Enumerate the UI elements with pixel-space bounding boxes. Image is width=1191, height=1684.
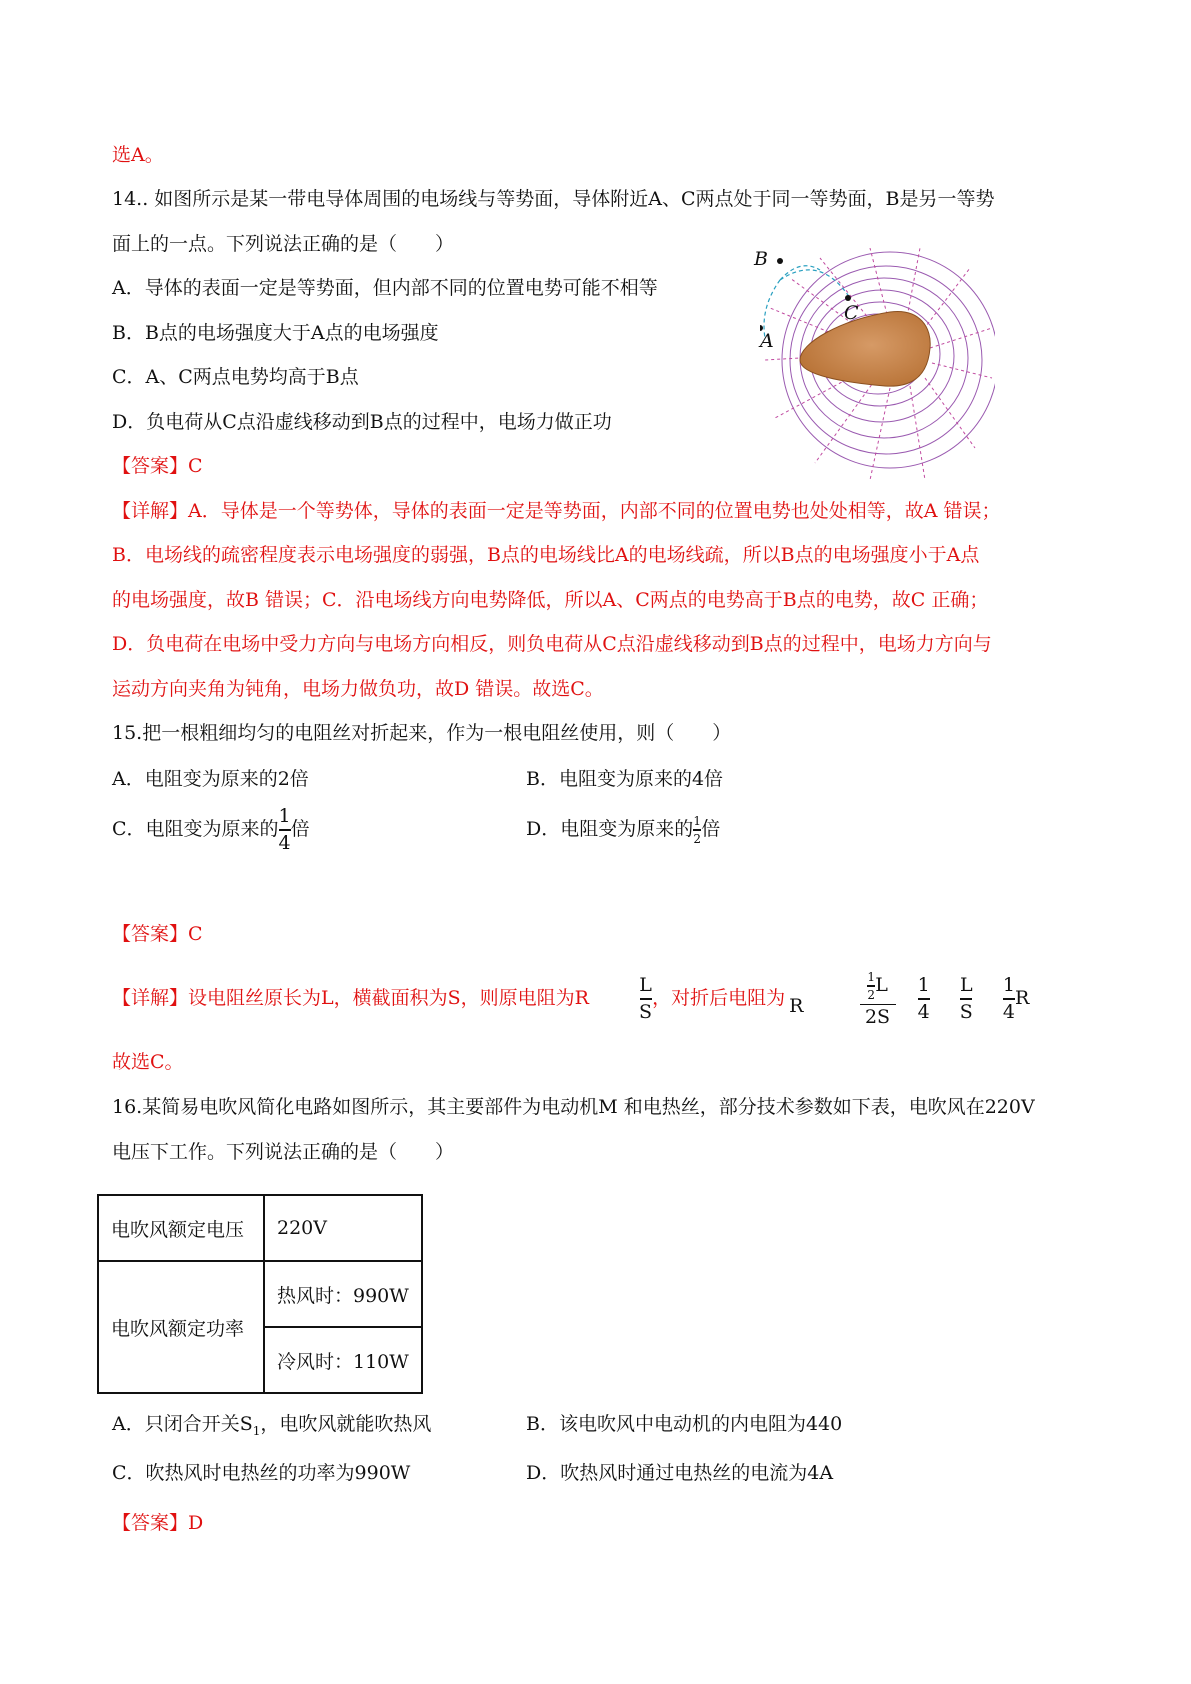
point-c-dot [845, 295, 851, 301]
q15-option-b: B．电阻变为原来的4倍 [526, 768, 724, 790]
q15-answer: 【答案】C [112, 923, 203, 945]
prev-answer-tail: 选A。 [112, 144, 164, 166]
point-b-dot [777, 258, 783, 264]
q16-option-c: C．吹热风时电热丝的功率为990W [112, 1462, 411, 1484]
q15-option-c-text: C．电阻变为原来的 [112, 818, 279, 840]
q14-explain-line2: B．电场线的疏密程度表示电场强度的弱强，B点的电场线比A的电场线疏，所以B点的电场强度小于A点 [112, 544, 980, 566]
q14-explain-line1: 【详解】A．导体是一个等势体，导体的表面一定是等势面，内部不同的位置电势也处处相等，故A 错误； [112, 500, 1001, 522]
q15-option-a: A．电阻变为原来的2倍 [112, 768, 309, 790]
q14-option-b: B．B点的电场强度大于A点的电场强度 [112, 322, 439, 344]
q14-stem-line1: 14.. 如图所示是某一带电导体周围的电场线与等势面，导体附近A、C两点处于同一等势面，B是另一等势 [112, 188, 995, 210]
table-cell-label: 电吹风额定电压 [98, 1195, 264, 1261]
table-cell-value: 冷风时：110W [264, 1327, 422, 1393]
fraction-half-l-over-2s: $\frac{1}{2}$ L 2S [860, 971, 896, 1027]
q14-option-a: A．导体的表面一定是等势面，但内部不同的位置电势可能不相等 [112, 277, 658, 299]
q16-option-a-text: A．只闭合开关S [112, 1413, 253, 1435]
q16-answer: 【答案】D [112, 1512, 204, 1534]
q16-option-a-suffix: ，电吹风就能吹热风 [260, 1413, 432, 1435]
q14-answer: 【答案】C [112, 455, 203, 477]
table-row [98, 1261, 422, 1327]
figure-label-a: A [760, 330, 774, 352]
figure-label-b: B [754, 248, 768, 270]
q16-stem-line1: 16.某简易电吹风简化电路如图所示，其主要部件为电动机M 和电热丝，部分技术参数如下表，电吹风在220V [112, 1096, 1035, 1118]
specs-table [97, 1194, 423, 1394]
q15-explain-text: 【详解】设电阻丝原长为L，横截面积为S，则原电阻为R [112, 987, 589, 1009]
table-row [98, 1195, 422, 1261]
q15-option-d [526, 805, 720, 853]
fraction-l-over-s: $\frac{L}{S}$ [639, 974, 653, 1023]
q16-option-b: B．该电吹风中电动机的内电阻为440 [526, 1413, 843, 1435]
subscript: 1 [252, 1424, 261, 1438]
q14-explain-line5: 运动方向夹角为钝角，电场力做负功，故D 错误。故选C。 [112, 678, 604, 700]
q15-explain-mid: ，对折后电阻为 [652, 987, 786, 1009]
q16-stem-line2: 电压下工作。下列说法正确的是（ ） [112, 1141, 455, 1163]
fraction-one-quarter-3: $\frac{1}{4}$ [1002, 974, 1015, 1023]
q14-explain-line3: 的电场强度，故B 错误；C．沿电场线方向电势降低，所以A、C两点的电势高于B点的电势，故C 正确； [112, 589, 989, 611]
table-cell-value: 热风时：990W [264, 1261, 422, 1327]
q15-option-c-suffix: 倍 [290, 818, 310, 840]
fraction-l-over-s-2: $\frac{L}{S}$ [959, 974, 973, 1023]
fraction-one-quarter-2: $\frac{1}{4}$ [917, 974, 930, 1023]
q16-option-d: D．吹热风时通过电热丝的电流为4A [526, 1462, 834, 1484]
resistance-symbol: R [789, 995, 804, 1017]
q16-option-a [112, 1411, 431, 1444]
q14-option-c: C．A、C两点电势均高于B点 [112, 366, 359, 388]
q15-stem: 15.把一根粗细均匀的电阻丝对折起来，作为一根电阻丝使用，则（ ） [112, 722, 732, 744]
q15-option-c [112, 805, 310, 853]
fraction-one-quarter: $\frac{1}{4}$ [278, 805, 291, 854]
figure-label-c: C [844, 302, 859, 324]
q15-tail: 故选C。 [112, 1051, 184, 1073]
q14-stem-line2: 面上的一点。下列说法正确的是（ ） [112, 233, 455, 255]
fraction-one-half: $\frac{1}{2}$ [693, 814, 702, 846]
q14-option-d: D．负电荷从C点沿虚线移动到B点的过程中，电场力做正功 [112, 411, 612, 433]
electric-field-figure [754, 248, 995, 488]
q15-option-d-text: D．电阻变为原来的 [526, 818, 694, 840]
q14-explain-line4: D．负电荷在电场中受力方向与电场方向相反，则负电荷从C点沿虚线移动到B点的过程中，电场力方向与 [112, 633, 992, 655]
resistance-symbol-2: R [1015, 987, 1030, 1009]
field-lines-diagram [760, 248, 995, 483]
q15-option-d-suffix: 倍 [701, 818, 721, 840]
q15-explain [112, 968, 1029, 1036]
table-cell-label: 电吹风额定功率 [98, 1261, 264, 1393]
table-cell-value: 220V [264, 1195, 422, 1261]
